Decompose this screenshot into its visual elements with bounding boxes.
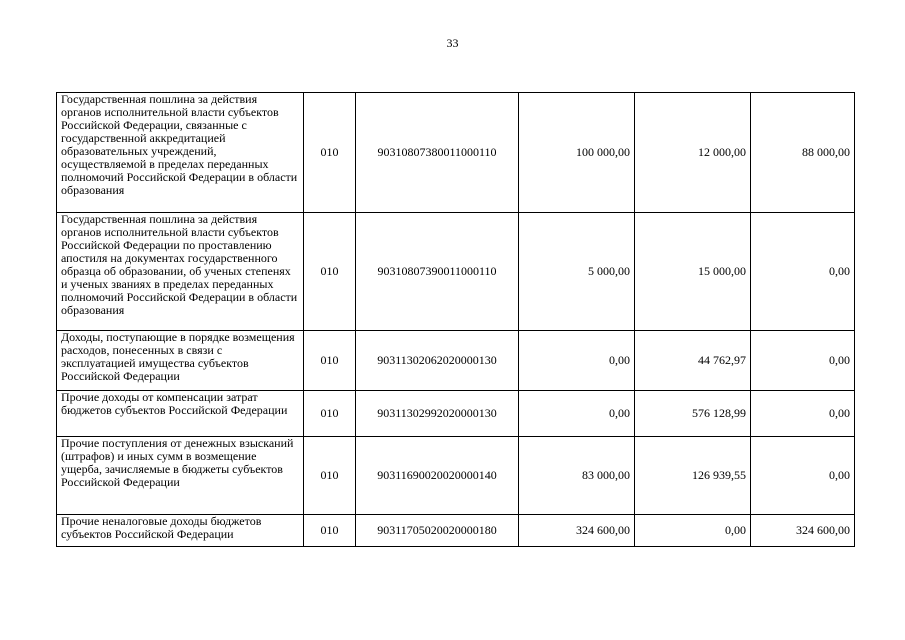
row-amount-1: 324 600,00	[519, 515, 635, 547]
row-kbk: 90310807390011000110	[356, 213, 519, 331]
table-row	[57, 515, 855, 547]
row-amount-1: 100 000,00	[519, 93, 635, 213]
row-amount-3: 324 600,00	[751, 515, 855, 547]
row-amount-1: 0,00	[519, 391, 635, 437]
row-description: Доходы, поступающие в порядке возмещения расходов, понесенных в связи с эксплуатацией имущества субъектов Российской Федерации	[57, 331, 304, 391]
row-code: 010	[304, 331, 356, 391]
table-row	[57, 437, 855, 515]
row-description: Государственная пошлина за действия органов исполнительной власти субъектов Российской Федерации по проставлению апостиля на документах государственного образца об образовании, об ученых степенях и ученых званиях в пределах переданных полномочий Российской Федерации в области образования	[57, 213, 304, 331]
row-amount-3: 0,00	[751, 391, 855, 437]
row-description: Прочие поступления от денежных взысканий (штрафов) и иных сумм в возмещение ущерба, зачисляемые в бюджеты субъектов Российской Федерации	[57, 437, 304, 515]
table-row	[57, 93, 855, 213]
row-amount-2: 126 939,55	[635, 437, 751, 515]
row-amount-2: 15 000,00	[635, 213, 751, 331]
row-kbk: 90311302062020000130	[356, 331, 519, 391]
row-code: 010	[304, 391, 356, 437]
row-description: Государственная пошлина за действия органов исполнительной власти субъектов Российской Федерации, связанные с государственной аккредитацией образовательных учреждений, осуществляемой в пределах переданных полномочий Российской Федерации в области образования	[57, 93, 304, 213]
row-amount-2: 44 762,97	[635, 331, 751, 391]
row-kbk: 90311302992020000130	[356, 391, 519, 437]
row-amount-2: 0,00	[635, 515, 751, 547]
row-amount-1: 83 000,00	[519, 437, 635, 515]
row-amount-3: 0,00	[751, 437, 855, 515]
row-code: 010	[304, 437, 356, 515]
table-row	[57, 331, 855, 391]
row-kbk: 90311705020020000180	[356, 515, 519, 547]
row-kbk: 90310807380011000110	[356, 93, 519, 213]
row-code: 010	[304, 515, 356, 547]
revenue-table	[56, 92, 855, 547]
row-amount-1: 5 000,00	[519, 213, 635, 331]
row-description: Прочие доходы от компенсации затрат бюджетов субъектов Российской Федерации	[57, 391, 304, 437]
row-amount-3: 88 000,00	[751, 93, 855, 213]
row-code: 010	[304, 93, 356, 213]
row-description: Прочие неналоговые доходы бюджетов субъектов Российской Федерации	[57, 515, 304, 547]
row-kbk: 90311690020020000140	[356, 437, 519, 515]
table-row	[57, 213, 855, 331]
page-number: 33	[446, 36, 459, 50]
row-amount-2: 12 000,00	[635, 93, 751, 213]
row-amount-3: 0,00	[751, 331, 855, 391]
row-amount-1: 0,00	[519, 331, 635, 391]
table-row	[57, 391, 855, 437]
row-code: 010	[304, 213, 356, 331]
row-amount-3: 0,00	[751, 213, 855, 331]
row-amount-2: 576 128,99	[635, 391, 751, 437]
